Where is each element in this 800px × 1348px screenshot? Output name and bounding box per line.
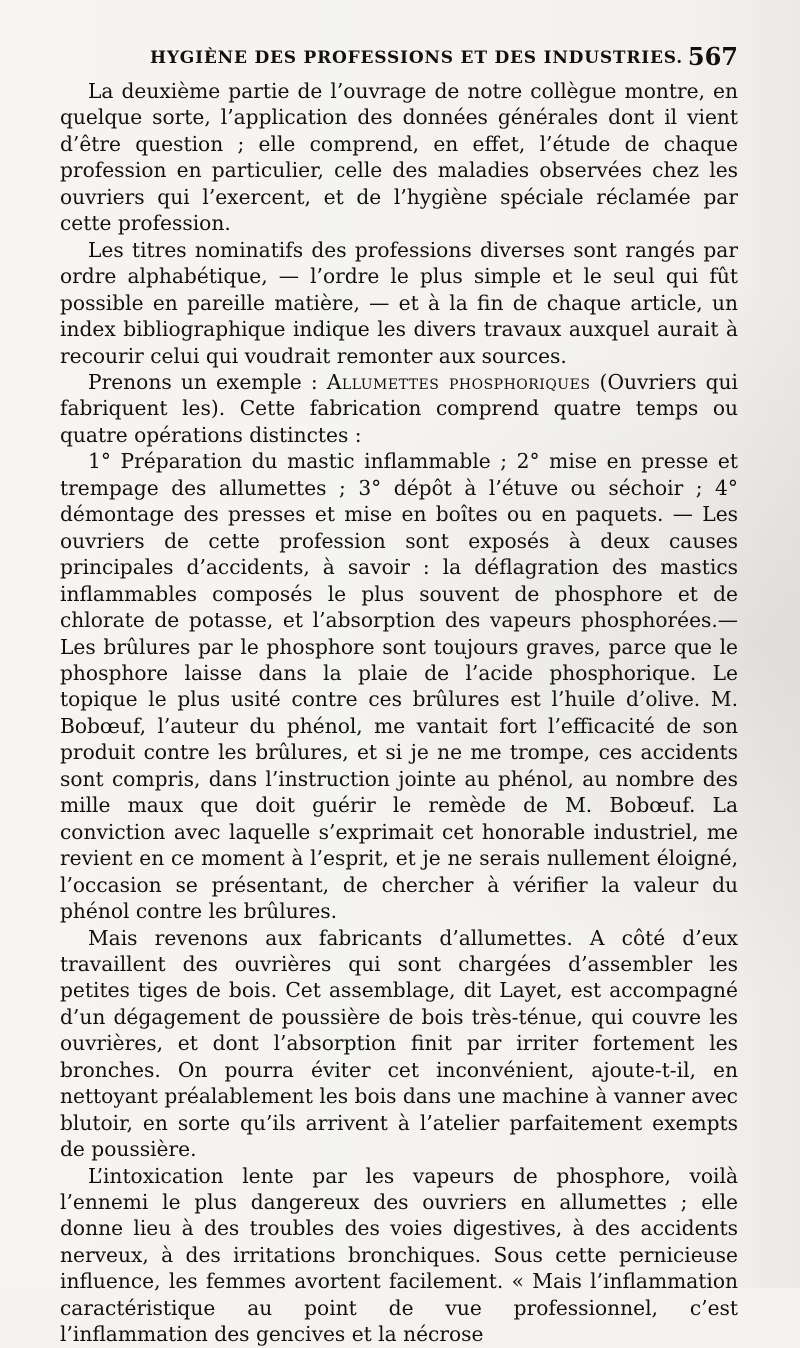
paragraph: Mais revenons aux fabricants d’allumettes. A côté d’eux travaillent des ouvrières qui sont chargées d’assembler les petites tiges de bois. Cet assemblage, dit Layet, est accompagné d’un dégagement de poussière de bois très-ténue, qui couvre les ouvrières, et dont l’absorption finit par irriter fortement les bronches. On pourra éviter cet inconvénient, ajoute-t-il, en nettoyant préalablement les bois dans une machine à vanner avec blutoir, en sorte qu’ils arrivent à l’atelier parfaitement exempts de poussière.	[60, 925, 738, 1162]
page-header	[60, 38, 740, 78]
body-text	[60, 78, 738, 1348]
paragraph-text: (Ouvriers qui fabriquent les). Cette fabrication comprend quatre temps ou quatre opérations distinctes :	[60, 369, 738, 447]
paragraph: Les titres nominatifs des professions diverses sont rangés par ordre alphabétique, — l’ordre le plus simple et le seul qui fût possible en pareille matière, — et à la fin de chaque article, un index bibliographique indique les divers travaux auxquel aurait à recourir celui qui voudrait remonter aux sources.	[60, 237, 738, 368]
paragraph	[60, 369, 738, 448]
paragraph-text: Prenons un exemple :	[88, 369, 327, 394]
profession-title: Allumettes phosphoriques	[326, 369, 591, 394]
running-head: HYGIÈNE DES PROFESSIONS ET DES INDUSTRIES.	[150, 48, 683, 68]
paragraph: 1° Préparation du mastic inflammable ; 2° mise en presse et trempage des allumettes ; 3° dépôt à l’étuve ou séchoir ; 4° démontage des presses et mise en boîtes ou en paquets. — Les ouvriers de cette profession sont exposés à deux causes principales d’accidents, à savoir : la déflagration des mastics inflammables composés le plus souvent de phosphore et de chlorate de potasse, et l’absorption des vapeurs phosphorées.—Les brûlures par le phosphore sont toujours graves, parce que le phosphore laisse dans la plaie de l’acide phosphorique. Le topique le plus usité contre ces brûlures est l’huile d’olive. M. Bobœuf, l’auteur du phénol, me vantait fort l’efficacité de son produit contre les brûlures, et si je ne me trompe, ces accidents sont compris, dans l’instruction jointe au phénol, au nombre des mille maux que doit guérir le remède de M. Bobœuf. La conviction avec laquelle s’exprimait cet honorable industriel, me revient en ce moment à l’esprit, et je ne serais nullement éloigné, l’occasion se présentant, de chercher à vérifier la valeur du phénol contre les brûlures.	[60, 449, 738, 924]
paragraph: La deuxième partie de l’ouvrage de notre collègue montre, en quelque sorte, l’application des données générales dont il vient d’être question ; elle comprend, en effet, l’étude de chaque profession en particulier, celle des maladies observées chez les ouvriers qui l’exercent, et de l’hygiène spéciale réclamée par cette profession.	[60, 79, 738, 236]
paragraph: L’intoxication lente par les vapeurs de phosphore, voilà l’ennemi le plus dangereux des ouvriers en allumettes ; elle donne lieu à des troubles des voies digestives, à des accidents nerveux, à des irritations bronchiques. Sous cette pernicieuse influence, les femmes avortent facilement. « Mais l’inflammation caractéristique au point de vue professionnel, c’est l’inflammation des gencives et la nécrose	[60, 1163, 738, 1347]
page-number: 567	[687, 42, 738, 71]
